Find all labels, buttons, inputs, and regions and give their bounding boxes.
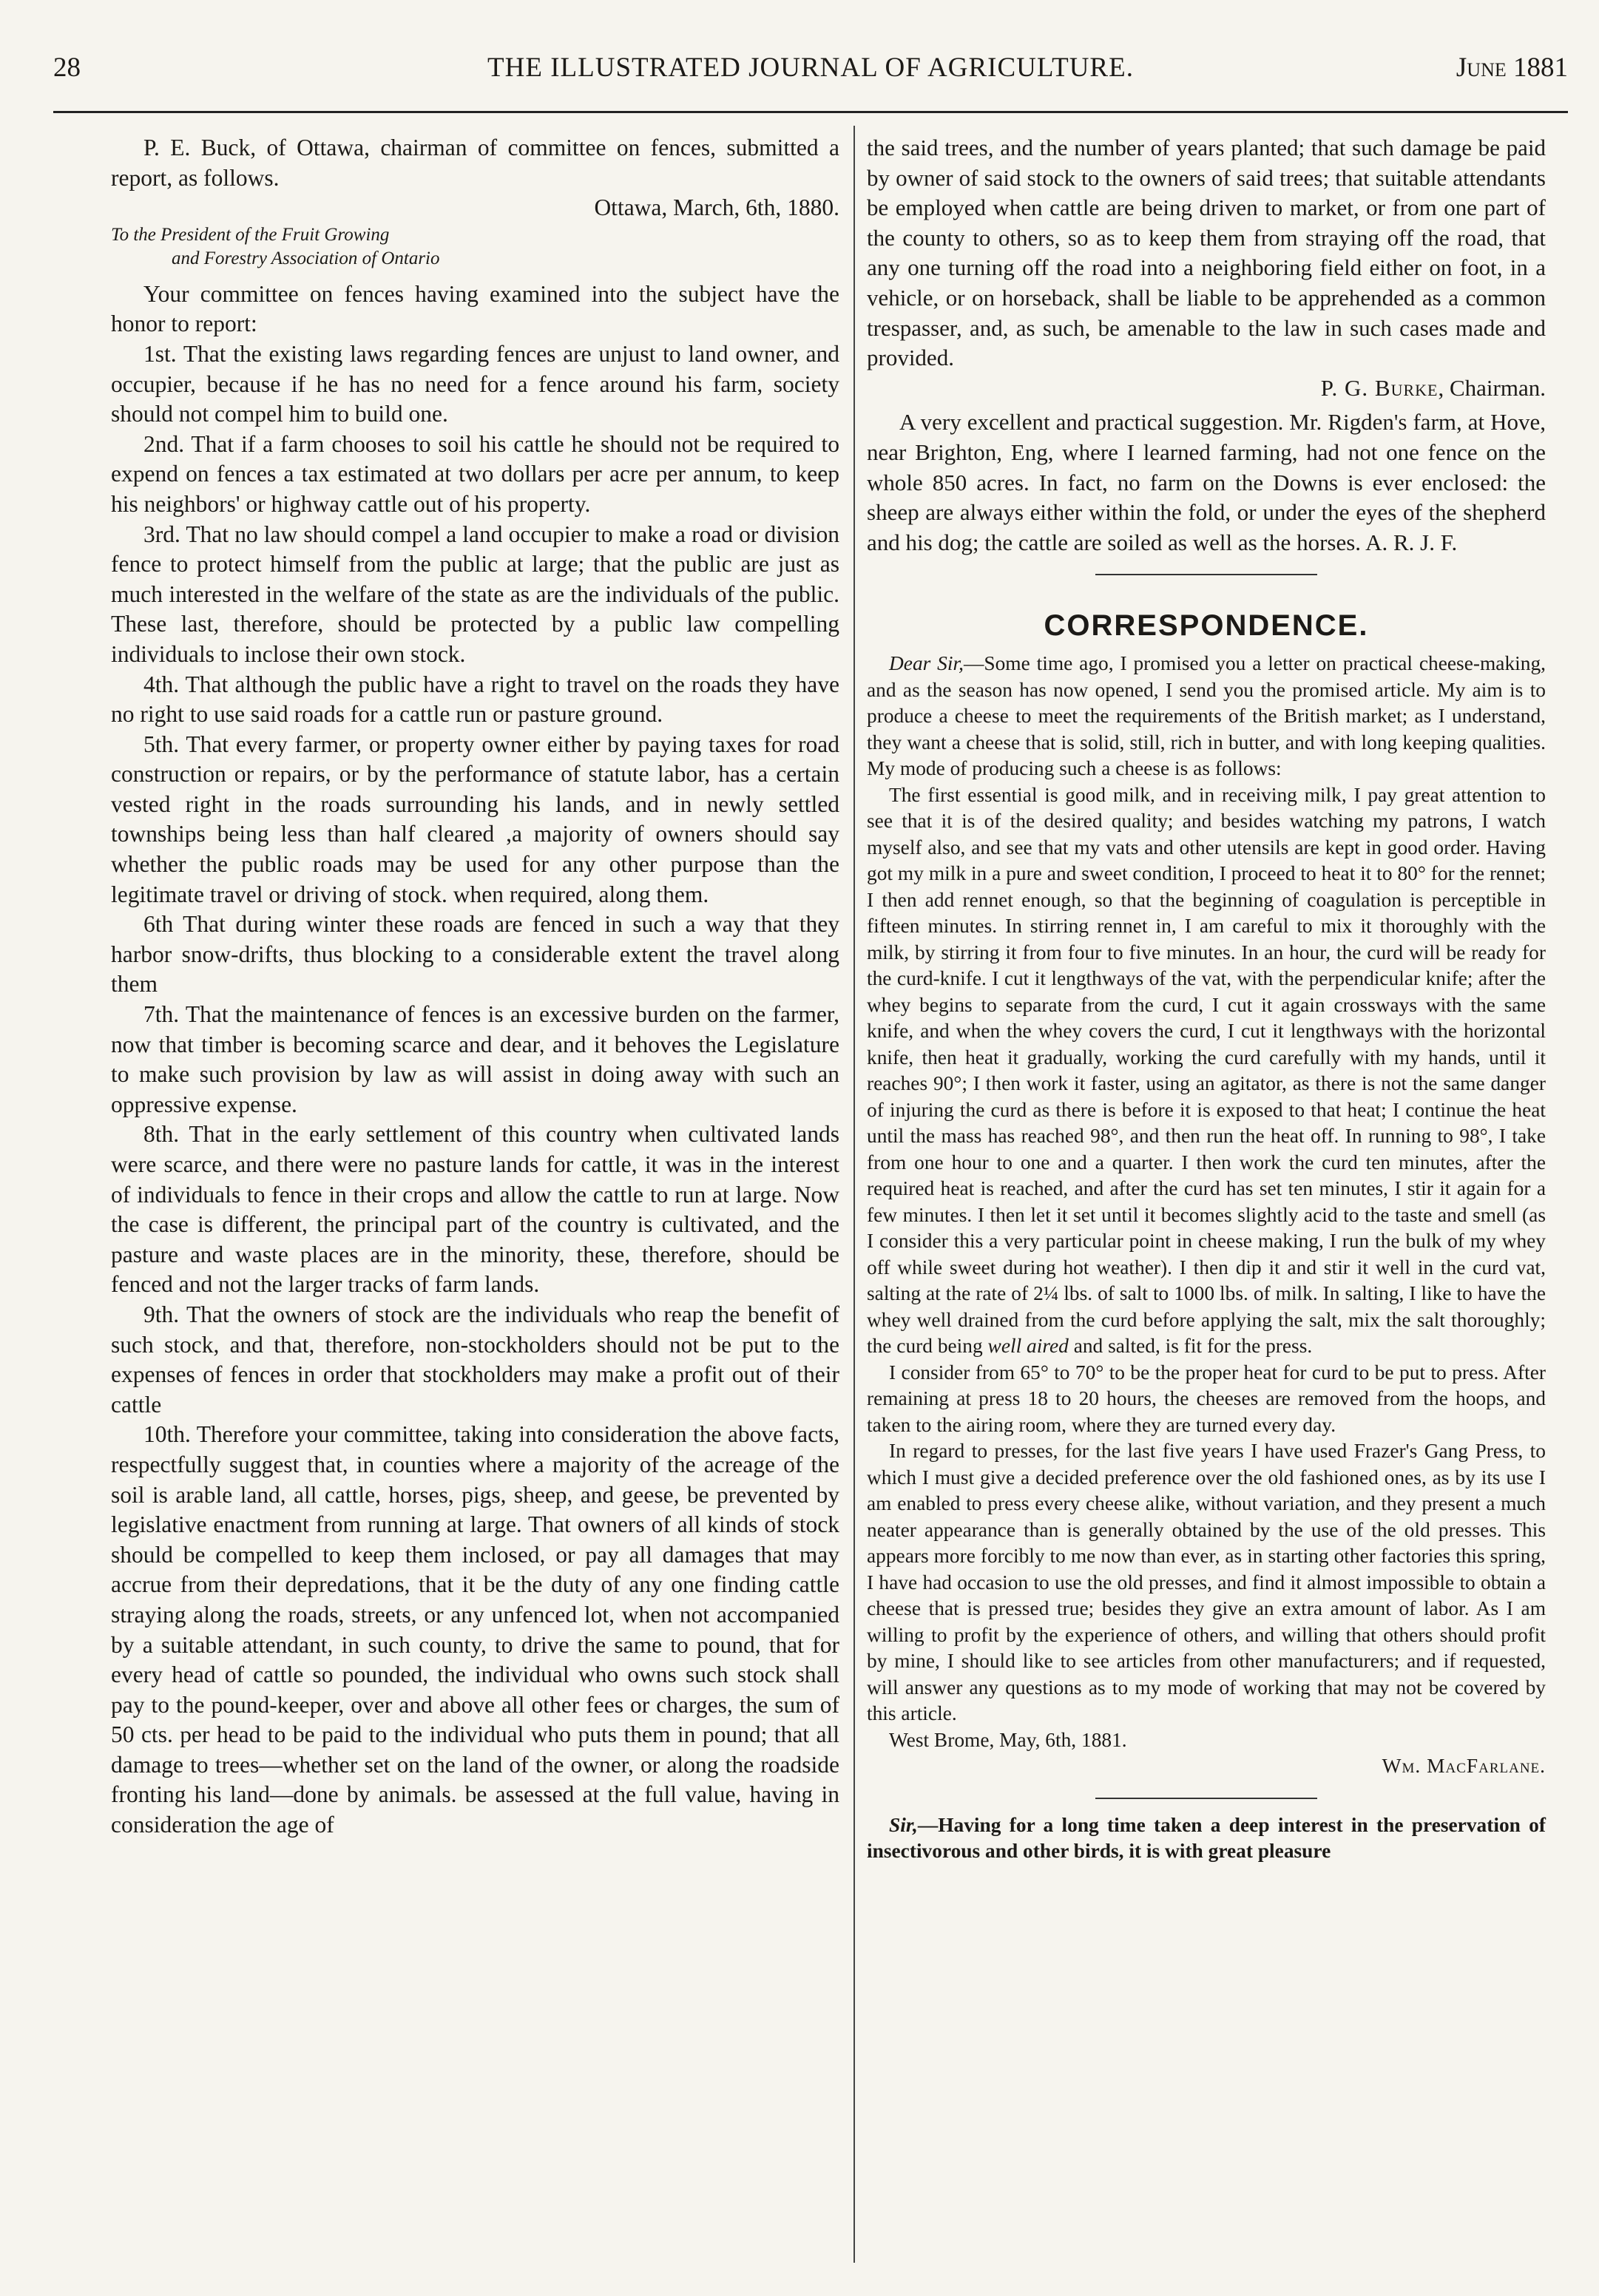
right-column [867, 133, 1546, 1865]
next-letter-salutation: Sir, [889, 1813, 918, 1836]
report-address [111, 223, 839, 271]
column-divider [853, 126, 855, 2263]
letter-salutation: Dear Sir, [889, 652, 964, 675]
report-point-2: 2nd. That if a farm chooses to soil his cattle he should not be required to expend on fences a tax estimated at two dollars per acre per annum, to keep his neighbors' or highway cattle out of his property. [111, 430, 839, 517]
page-header [53, 46, 1568, 90]
header-rule [53, 111, 1568, 113]
next-letter-text: —Having for a long time taken a deep interest in the preservation of insectivorous and other birds, it is with great pleasure [867, 1813, 1546, 1863]
address-line-1: To the President of the Fruit Growing [111, 224, 390, 245]
letter-signature [867, 1753, 1546, 1780]
letter-signature-name: Wm. MacFarlane. [1382, 1755, 1546, 1778]
report-point-6: 6th That during winter these roads are fenced in such a way that they harbor snow-drifts, thus blocking to a considerable extent the travel along them [111, 911, 839, 998]
letter-p2-text: The first essential is good milk, and in receiving milk, I pay great attention to see that it is of the desired quality; and besides watching my patrons, I watch myself also, and see that my vats and other utensils are kept in good order. Having got my milk in a pure and sweet condition, I proceed to heat it to 80° for the rennet; I then add rennet enough, so that the beginning of coagulation is perceptible in fifteen minutes. In stirring rennet in, I am careful to mix it thoroughly with the milk, by stirring it from four to five minutes. In an hour, the curd will be ready for the curd-knife. I cut it lengthways of the vat, with the perpendicular knife; after the whey begins to separate from the curd, I cut it again crossways with the same knife, and when the whey covers the curd, I cut it lengthways with the horizontal knife, then heat it gradually, working the curd carefully with my hands, until it reaches 90°; I then work it faster, using an agitator, as there is not the same danger of injuring the curd as there is before it is exposed to that heat; I continue the heat until the mass has reached 98°, and then run the heat off. In running to 98°, I take from one hour to one and a quarter. I then work the curd ten minutes, after the required heat is reached, and after the curd has set ten minutes, I stir it again for a few minutes. I then let it set until it becomes slightly acid to the taste and smell (as I consider this a very particular point in cheese making, I run the bulk of my whey off while sweet during hot weather). I then dip it and stir it well in the curd vat, salting at the rate of 2¼ lbs. of salt to 1000 lbs. of milk. In salting, I like to have the whey well drained from the curd before applying the salt, mix the salt thoroughly; the curd being [867, 783, 1546, 1358]
letter-place-date: West Brome, May, 6th, 1881. [889, 1728, 1127, 1751]
address-line-2: and Forestry Association of Ontario [172, 248, 440, 268]
report-signature [867, 373, 1546, 404]
editor-note: A very excellent and practical suggestion. Mr. Rigden's farm, at Hove, near Brighton, Eng, where I learned farming, had not one fence on the whole 850 acres. In fact, no farm on the Downs is ever enclosed: the sheep are always either within the fold, or under the eyes of the shepherd and his dog; the cattle are soiled as well as the horses. A. R. J. F. [867, 409, 1546, 555]
report-dateline: Ottawa, March, 6th, 1880. [594, 194, 839, 221]
letter-paragraph-1 [867, 651, 1546, 782]
section-separator [1095, 574, 1317, 575]
report-intro: P. E. Buck, of Ottawa, chairman of committee on fences, submitted a report, as follows. [111, 135, 839, 191]
report-point-10: 10th. Therefore your committee, taking into consideration the above facts, respectfully suggest that, in counties where a majority of the acreage of the soil is arable land, all cattle, horses, pigs, sheep, and geese, be prevented by legislative enactment from running at large. That owners of all kinds of stock should be compelled to keep them inclosed, or pay all damages that may accrue from their depredations, that it be the duty of any one finding cattle straying along the roads, streets, or any unfenced lot, when not accompanied by a suitable attendant, in such county, to drive the same to pound, that for every head of cattle so pounded, the individual who owns such stock shall pay to the pound-keeper, over and above all other fees or charges, the sum of 50 cts. per head to be paid to the individual who puts them in pound; that all damage to trees—whether set on the land of the owner, or along the roadside fronting his land—done by animals. be assessed at the full value, having in consideration the age of [111, 1421, 839, 1838]
signature-name: P. G. Burke [1320, 374, 1439, 401]
letter-paragraph-2 [867, 782, 1546, 1360]
next-letter-opening [867, 1812, 1546, 1865]
letter-paragraph-4: In regard to presses, for the last five years I have used Frazer's Gang Press, to which I must give a decided preference over the old fashioned ones, as by its use I am enabled to press every cheese alike, without variation, and they present a much neater appearance than is generally obtained by the use of the old presses. This appears more forcibly to me now than ever, as in starting other factories this spring, I have had occasion to use the old presses, and find it almost impossible to obtain a cheese that is pressed true; besides they give an extra amount of labor. As I am willing to profit by the experience of others, and willing that others should profit by mine, I should like to see articles from other manufacturers; and if requested, will answer any questions as to my mode of working that may not be covered by this article. [867, 1440, 1546, 1725]
report-point-1: 1st. That the existing laws regarding fences are unjust to land owner, and occupier, because if he has no need for a fence around his farm, society should not compel him to build one. [111, 340, 839, 427]
report-preamble: Your committee on fences having examined into the subject have the honor to report: [111, 280, 839, 337]
letter-p2-emphasis: well aired [987, 1335, 1069, 1358]
cheese-letter [867, 651, 1546, 1865]
page-number: 28 [53, 53, 81, 83]
letter-p1-text: —Some time ago, I promised you a letter on practical cheese-making, and as the season has now opened, I send you the promised article. My aim is to produce a cheese to meet the requirements of the British market; as I understand, they want a cheese that is solid, still, rich in butter, and with long keeping qualities. My mode of producing such a cheese is as follows: [867, 652, 1546, 780]
signature-role: , Chairman. [1438, 374, 1546, 401]
letter-paragraph-3: I consider from 65° to 70° to be the proper heat for curd to be put to press. After remaining at press 18 to 20 hours, the cheeses are removed from the hoops, and taken to the airing room, where they are turned every day. [867, 1361, 1546, 1436]
letter-p2-end: and salted, is fit for the press. [1073, 1335, 1313, 1358]
report-continuation: the said trees, and the number of years planted; that such damage be paid by owner of said stock to the owners of said trees; that suitable attendants be employed when cattle are being driven to market, or from one part of the county to others, so as to keep them from straying off the road, that any one turning off the road into a neighboring field either on foot, in a vehicle, or on horseback, shall be liable to be apprehended as a common trespasser, and, as such, be amenable to the law in such cases made and provided. [867, 135, 1546, 371]
report-point-9: 9th. That the owners of stock are the individuals who reap the benefit of such stock, and that, therefore, non-stockholders should not be put to the expenses of fences in order that stockholders may make a profit out of their cattle [111, 1301, 839, 1418]
journal-title: THE ILLUSTRATED JOURNAL OF AGRICULTURE. [487, 53, 1134, 83]
report-point-8: 8th. That in the early settlement of this country when cultivated lands were scarce, and there were no pasture lands for cattle, it was in the interest of individuals to fence in their crops and allow the cattle to run at large. Now the case is different, the principal part of the country is cultivated, and the pasture and waste places are in the minority, these, therefore, should be fenced and not the larger tracks of farm lands. [111, 1121, 839, 1298]
report-point-5: 5th. That every farmer, or property owner either by paying taxes for road construction or repairs, or by the performance of statute labor, has a certain vested right in the roads surrounding his lands, and in newly settled townships being less than half cleared ,a majority of owners should say whether the public roads may be used for any other purpose than the legitimate travel or driving of stock. when required, along them. [111, 731, 839, 907]
letter-separator [1095, 1798, 1317, 1799]
report-point-7: 7th. That the maintenance of fences is an excessive burden on the farmer, now that timber is becoming scarce and dear, and it behoves the Legislature to make such provision by law as will assist in doing away with such an oppressive expense. [111, 1001, 839, 1117]
report-point-3: 3rd. That no law should compel a land occupier to make a road or division fence to protect himself from the public at large; that the public are just as much interested in the welfare of the state as are the individuals of the public. These last, therefore, should be protected by a public law compelling individuals to inclose their own stock. [111, 521, 839, 667]
correspondence-heading: CORRESPONDENCE. [1044, 609, 1369, 643]
report-point-4: 4th. That although the public have a right to travel on the roads they have no right to use said roads for a cattle run or pasture ground. [111, 671, 839, 728]
left-column [111, 133, 839, 1840]
issue-date: June 1881 [1456, 53, 1568, 83]
